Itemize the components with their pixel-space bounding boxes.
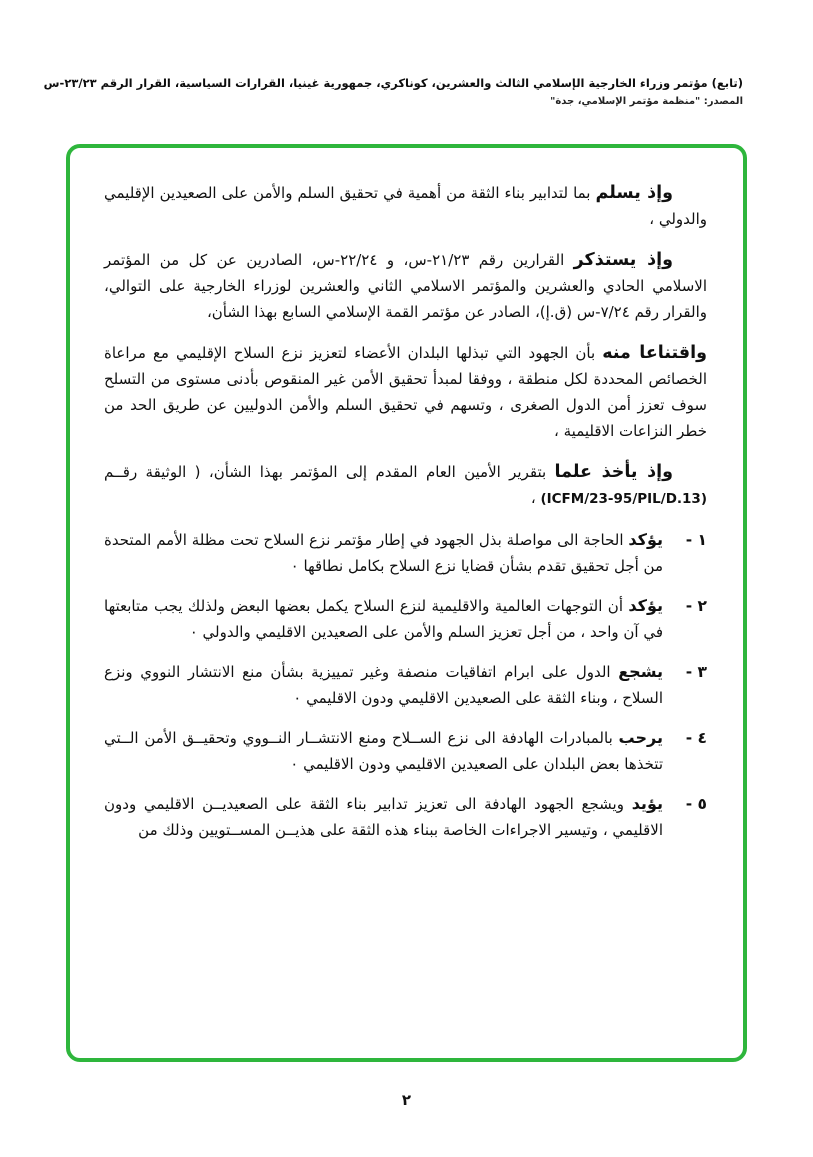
item-body-1 — [104, 527, 663, 579]
item-lead-1: يؤكد — [628, 530, 663, 549]
item-number-4: ٤ - — [685, 729, 707, 747]
preamble-lead-2: وإذ يستذكر — [573, 250, 673, 270]
resolution-item-3 — [104, 659, 707, 711]
item-number-2: ٢ - — [685, 597, 707, 615]
preamble-lead-3: واقتناعا منه — [602, 343, 707, 363]
item-number-3: ٣ - — [685, 663, 707, 681]
item-body-2 — [104, 593, 663, 645]
item-text-4: بالمبادرات الهادفة الى نزع الســلاح ومنع الانتشــار النــووي وتحقيــق الأمن الــتي تتخذها بعض البلدان على الصعيدين الاقليمي ودون الاقليمي ٠ — [104, 729, 663, 773]
item-body-5 — [104, 791, 663, 843]
item-lead-4: يرحب — [618, 728, 663, 747]
preamble-text-3: بأن الجهود التي تبذلها البلدان الأعضاء لتعزيز نزع السلاح الإقليمي مع مراعاة الخصائص المحددة لكل منطقة ، ووفقا لمبدأ تحقيق الأمن غير المنقوص بأدنى مستوى من التسلح سوف تعزز أمن الدول الصغرى ، وتسهم في تحقيق السلم والأمن الدوليين عن طريق الحد من خطر النزاعات الاقليمية ، — [104, 344, 707, 440]
item-body-4 — [104, 725, 663, 777]
header-title: (تابع) مؤتمر وزراء الخارجية الإسلامي الثالث والعشرين، كوناكري، جمهورية غينيا، القرارات السياسية، القرار الرقم ٢٣/٢٣-س — [43, 76, 743, 90]
resolution-body — [104, 180, 707, 843]
page-number: ٢ — [401, 1091, 412, 1109]
preamble-text-1: بما لتدابير بناء الثقة من أهمية في تحقيق السلم والأمن على الصعيدين الإقليمي والدولي ، — [104, 184, 707, 228]
header-source: المصدر: "منظمة مؤتمر الإسلامي، جدة" — [550, 96, 743, 107]
resolution-item-5 — [104, 791, 707, 843]
resolution-item-2 — [104, 593, 707, 645]
preamble-paragraph-3 — [104, 340, 707, 444]
preamble-text-2: القرارين رقم ٢١/٢٣-س، و ٢٢/٢٤-س، الصادرين عن كل من المؤتمر الاسلامي الحادي والعشرين والمؤتمر الاسلامي الثاني والعشرين لوزراء الخارجية على التوالي، والقرار رقم ٧/٢٤-س (ق.إ)، الصادر عن مؤتمر القمة الإسلامي السابع بهذا الشأن، — [104, 251, 707, 321]
preamble-paragraph-1 — [104, 180, 707, 232]
item-lead-3: يشجع — [618, 662, 663, 681]
item-body-3 — [104, 659, 663, 711]
preamble-lead-4: وإذ يأخذ علما — [554, 462, 673, 482]
item-text-3: الدول على ابرام اتفاقيات منصفة وغير تمييزية بشأن منع الانتشار النووي ونزع السلاح ، وبناء الثقة على الصعيدين الاقليمي ودون الاقليمي ٠ — [104, 663, 663, 707]
item-lead-5: يؤيد — [631, 794, 663, 813]
document-header — [43, 76, 743, 107]
preamble-paragraph-2 — [104, 247, 707, 325]
resolution-item-1 — [104, 527, 707, 579]
resolution-item-4 — [104, 725, 707, 777]
item-text-5: ويشجع الجهود الهادفة الى تعزيز تدابير بناء الثقة على الصعيديــن الاقليمي ودون الاقليمي ، وتيسير الاجراءات الخاصة ببناء هذه الثقة على هذيــن المســتويين وذلك من — [104, 795, 663, 839]
annotation-border-box — [66, 144, 747, 1062]
preamble-paragraph-4 — [104, 459, 707, 512]
item-text-2: أن التوجهات العالمية والاقليمية لنزع السلاح يكمل بعضها البعض ولذلك يجب متابعتها في آن واحد ، من أجل تعزيز السلم والأمن على الصعيدين الاقليمي والدولي ٠ — [104, 597, 663, 641]
item-number-1: ١ - — [685, 531, 707, 549]
item-lead-2: يؤكد — [628, 596, 663, 615]
item-number-5: ٥ - — [685, 795, 707, 813]
preamble-text-4: بتقرير الأمين العام المقدم إلى المؤتمر بهذا الشأن، ( الوثيقة رقــم — [104, 463, 547, 481]
preamble-after-4: ، — [530, 489, 536, 507]
item-text-1: الحاجة الى مواصلة بذل الجهود في إطار مؤتمر نزع السلاح تحت مظلة الأمم المتحدة من أجل تحقيق تقدم بشأن قضايا نزع السلاح بكامل نطاقها ٠ — [104, 531, 663, 575]
preamble-lead-1: وإذ يسلم — [595, 183, 673, 203]
document-reference: (ICFM/23-95/PIL/D.13) — [540, 491, 707, 507]
